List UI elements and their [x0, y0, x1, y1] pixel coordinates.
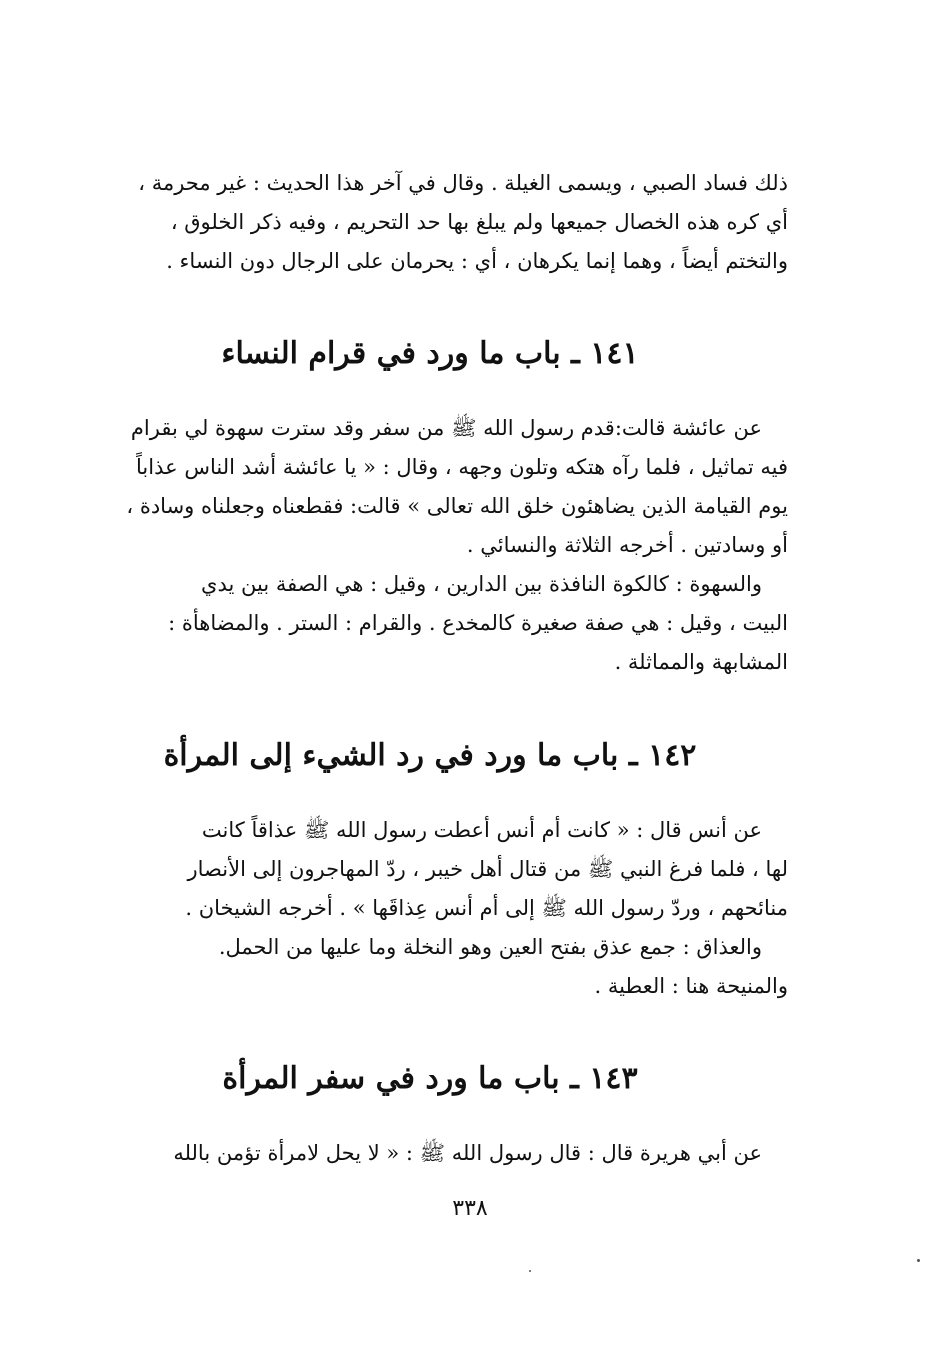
- text-line: عن أنس قال : « كانت أم أنس أعطت رسول الله ﷺ عذاقاً كانت: [201, 818, 762, 842]
- scan-speck: [917, 1259, 920, 1262]
- scan-speck: [529, 1270, 531, 1272]
- text-line: والسهوة : كالكوة النافذة بين الدارين ، وقيل : هي الصفة بين يدي: [201, 572, 762, 596]
- text-line: ذلك فساد الصبي ، ويسمى الغيلة . وقال في آخر هذا الحديث : غير محرمة ،: [138, 171, 788, 195]
- text-line: المشابهة والمماثلة .: [614, 650, 788, 674]
- intro-paragraph: [118, 164, 788, 281]
- section-body-143: [118, 1134, 788, 1173]
- text-line: لها ، فلما فرغ النبي ﷺ من قتال أهل خيبر ، ردّ المهاجرون إلى الأنصار: [187, 857, 788, 881]
- section-heading-141: ١٤١ ـ باب ما ورد في قرام النساء: [221, 336, 639, 371]
- text-line: البيت ، وقيل : هي صفة صغيرة كالمخدع . والقرام : الستر . والمضاهأة :: [168, 611, 788, 635]
- text-line: منائحهم ، وردّ رسول الله ﷺ إلى أم أنس عِذاقَها » . أخرجه الشيخان .: [185, 896, 788, 920]
- section-heading-143: ١٤٣ ـ باب ما ورد في سفر المرأة: [222, 1061, 638, 1096]
- text-line: فيه تماثيل ، فلما رآه هتكه وتلون وجهه ، وقال : « يا عائشة أشد الناس عذاباً: [136, 455, 788, 479]
- text-line: أو وسادتين . أخرجه الثلاثة والنسائي .: [466, 533, 788, 557]
- page-number: ٣٣٨: [452, 1196, 488, 1221]
- text-line: عن أبي هريرة قال : قال رسول الله ﷺ : « لا يحل لامرأة تؤمن بالله: [173, 1141, 762, 1165]
- text-line: والمنيحة هنا : العطية .: [594, 974, 788, 998]
- text-line: والعذاق : جمع عذق بفتح العين وهو النخلة وما عليها من الحمل.: [218, 935, 762, 959]
- text-line: عن عائشة قالت:قدم رسول الله ﷺ من سفر وقد سترت سهوة لي بقرام: [130, 416, 762, 440]
- section-body-141: [118, 409, 788, 682]
- section-heading-142: ١٤٢ ـ باب ما ورد في رد الشيء إلى المرأة: [163, 738, 697, 773]
- text-line: أي كره هذه الخصال جميعها ولم يبلغ بها حد التحريم ، وفيه ذكر الخلوق ،: [170, 210, 788, 234]
- text-line: يوم القيامة الذين يضاهئون خلق الله تعالى » قالت: فقطعناه وجعلناه وسادة ،: [126, 494, 788, 518]
- text-line: والتختم أيضاً ، وهما إنما يكرهان ، أي : يحرمان على الرجال دون النساء .: [166, 249, 788, 273]
- section-body-142: [118, 811, 788, 1006]
